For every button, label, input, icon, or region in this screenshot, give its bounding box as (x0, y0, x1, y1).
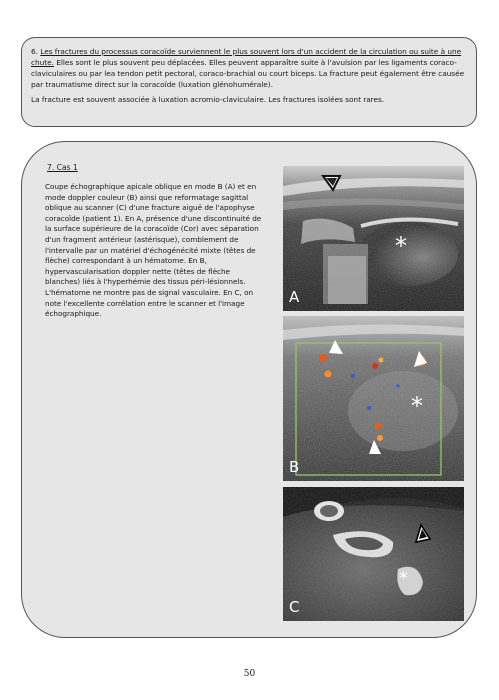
ultrasound-bmode-image (283, 166, 464, 311)
ct-panel-c (283, 487, 464, 621)
fracture-paragraph-1 (31, 46, 467, 90)
fragment-asterisk: * (395, 232, 407, 260)
doppler-image (283, 316, 464, 481)
case-title: 7. Cas 1 (47, 163, 78, 172)
fracture-info-box (21, 37, 477, 127)
panel-label-a: A (289, 288, 300, 306)
fragment-asterisk: * (411, 392, 423, 420)
fracture-paragraph-2: La fracture est souvent associée à luxation acromio-claviculaire. Les fractures isolées sont rares. (31, 95, 385, 104)
ct-scan-image (283, 487, 464, 621)
fracture-mechanism-text: Elles sont le plus souvent peu déplacées. Elles peuvent apparaître suite à l'avulsion par les ligaments coraco-claviculaires ou par lea tendon petit pectoral, coraco-brachial ou court biceps. La fracture peut également être causée par traumatisme direct sur la coracoïde (luxation glénohumérale). (31, 58, 465, 89)
case-description: Coupe échographique apicale oblique en mode B (A) et en mode doppler couleur (B) ainsi que reformatage sagittal oblique au scanner (C) d'une fracture aiguë de l'apophyse coracoïde (patient 1). En A, présence d'une discontinuité de la surface supérieure de la coracoïde (Cor) avec séparation d'un fragment antérieur (astérisque), comblement de l'intervalle par un matériel d'échogénécité mixte (têtes de flèche) correspondant à un hématome. En B, hypervascularisation doppler nette (têtes de flèche blanches) liés à l'hyperhémie des tissus péri-lésionnels. L'hématome ne montre pas de signal vasculaire. En C, on note l'excellente corrélation entre le scanner et l'image échographique. (45, 182, 262, 319)
fragment-asterisk: * (399, 568, 408, 589)
ultrasound-panel-a (283, 166, 464, 311)
panel-label-c: C (289, 598, 300, 616)
ultrasound-panel-b (283, 316, 464, 481)
section-number: 6. (31, 47, 41, 56)
fracture-causes-underlined: Les fractures du processus coracoïde surviennent le plus souvent lors d'un accident de la circulation ou suite à une chute. (31, 47, 462, 67)
panel-label-b: B (289, 458, 300, 476)
page-number: 50 (243, 669, 256, 679)
